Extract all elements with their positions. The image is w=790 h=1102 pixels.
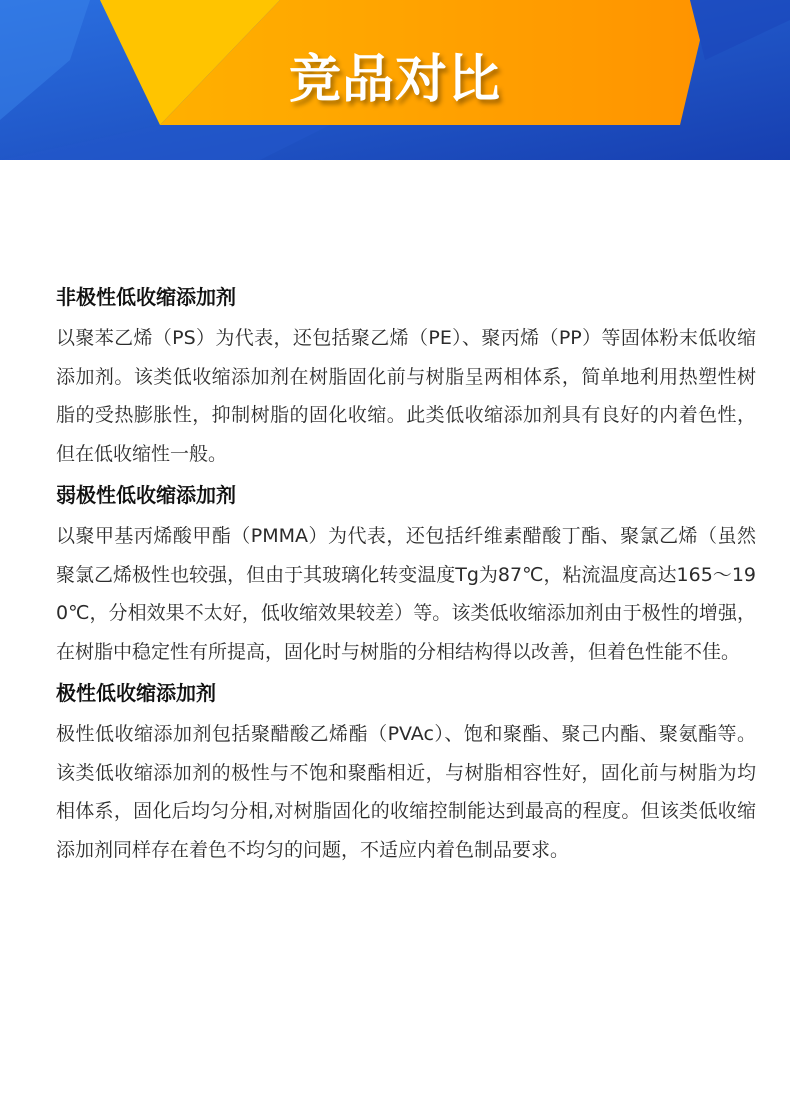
section-polar — [56, 677, 756, 869]
section-heading: 极性低收缩添加剂 — [56, 681, 216, 705]
section-nonpolar — [56, 281, 756, 473]
section-heading: 弱极性低收缩添加剂 — [56, 483, 236, 507]
article-content — [56, 281, 756, 875]
section-weak-polar — [56, 479, 756, 671]
section-heading: 非极性低收缩添加剂 — [56, 285, 236, 309]
section-body: 以聚甲基丙烯酸甲酯（PMMA）为代表，还包括纤维素醋酸丁酯、聚氯乙烯（虽然聚氯乙烯极性也较强，但由于其玻璃化转变温度Tg为87℃，粘流温度高达165～190℃，分相效果不太好，低收缩效果较差）等。该类低收缩添加剂由于极性的增强，在树脂中稳定性有所提高，固化时与树脂的分相结构得以改善，但着色性能不佳。 — [56, 525, 756, 663]
section-body: 极性低收缩添加剂包括聚醋酸乙烯酯（PVAc）、饱和聚酯、聚己内酯、聚氨酯等。该类低收缩添加剂的极性与不饱和聚酯相近，与树脂相容性好，固化前与树脂为均相体系，固化后均匀分相,对树脂固化的收缩控制能达到最高的程度。但该类低收缩添加剂同样存在着色不均匀的问题，不适应内着色制品要求。 — [56, 723, 756, 861]
header-banner — [0, 0, 790, 160]
section-body: 以聚苯乙烯（PS）为代表，还包括聚乙烯（PE）、聚丙烯（PP）等固体粉末低收缩添加剂。该类低收缩添加剂在树脂固化前与树脂呈两相体系，简单地利用热塑性树脂的受热膨胀性，抑制树脂的固化收缩。此类低收缩添加剂具有良好的内着色性，但在低收缩性一般。 — [56, 327, 756, 465]
page-title: 竞品对比 — [288, 50, 501, 110]
